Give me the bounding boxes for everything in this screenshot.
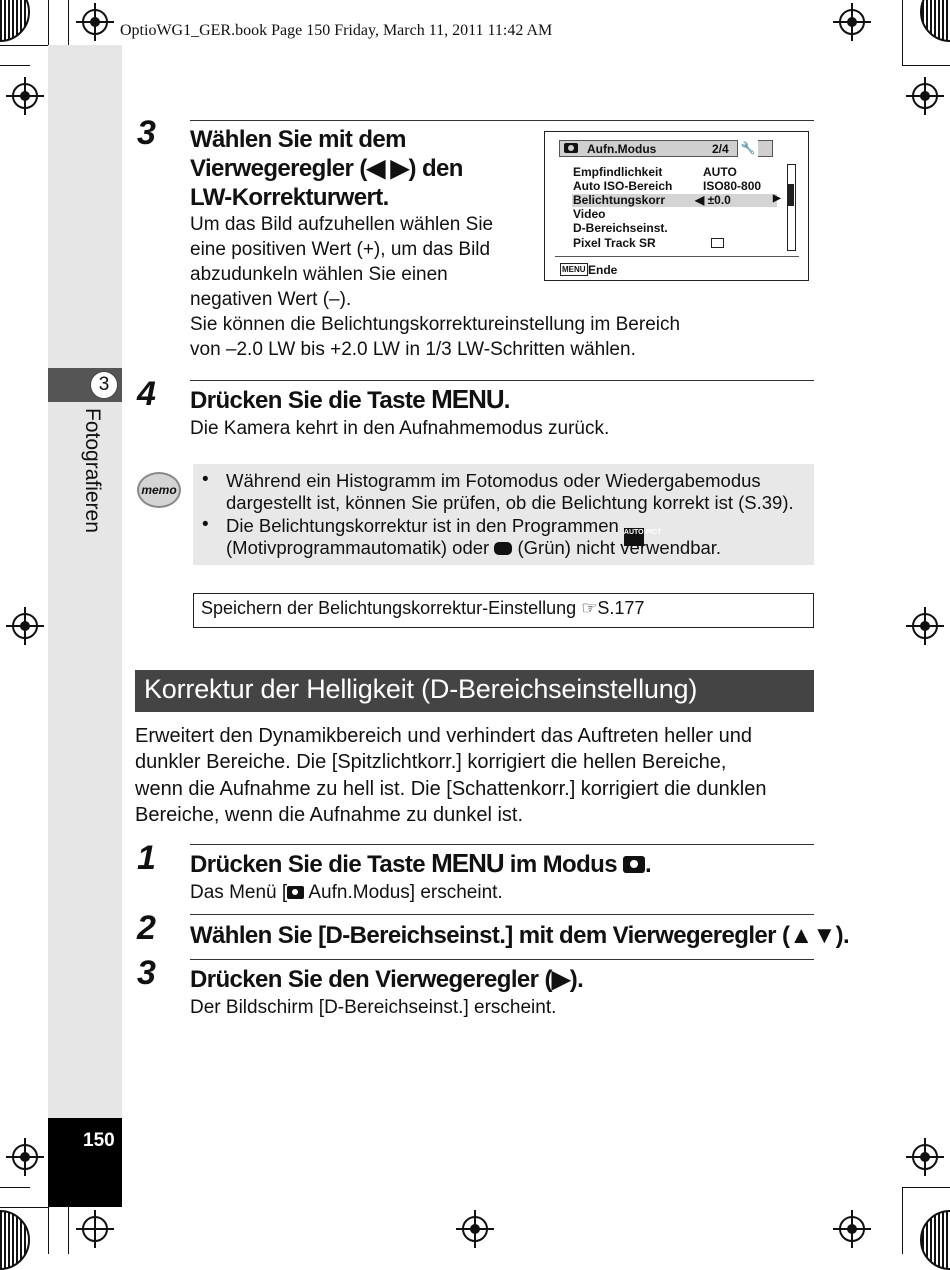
camera-menu-screen bbox=[544, 131, 809, 281]
section-intro: Bereiche, wenn die Aufnahme zu dunkel ist. bbox=[135, 804, 524, 826]
memo-text: Die Belichtungskorrektur ist in den Programmen AUTO PICT bbox=[226, 515, 644, 546]
step-heading: LW-Korrekturwert. bbox=[190, 184, 389, 211]
divider bbox=[190, 380, 814, 381]
step-heading: Wählen Sie mit dem bbox=[190, 126, 406, 153]
step-heading: Vierwegeregler (◀ ▶) den bbox=[190, 155, 463, 182]
step-heading: Drücken Sie die Taste MENU im Modus . bbox=[190, 848, 652, 878]
step-body: Sie können die Belichtungskorrektureinstellung im Bereich bbox=[190, 314, 681, 335]
camera-icon bbox=[623, 856, 645, 873]
lcd-row-label: Empfindlichkeit bbox=[573, 165, 663, 179]
step-body: Um das Bild aufzuhellen wählen Sie bbox=[190, 214, 494, 235]
registration-dot-icon bbox=[920, 621, 930, 631]
lcd-row-label: Video bbox=[573, 207, 606, 221]
step-body: Das Menü [ Aufn.Modus] erscheint. bbox=[190, 882, 503, 903]
divider bbox=[190, 120, 814, 121]
section-intro: dunkler Bereiche. Die [Spitzlichtkorr.] korrigiert die hellen Bereiche, bbox=[135, 751, 727, 773]
step-number: 3 bbox=[137, 114, 156, 152]
print-header: OptioWG1_GER.book Page 150 Friday, March 11, 2011 11:42 AM bbox=[120, 22, 553, 39]
color-patch-icon bbox=[920, 0, 950, 42]
lcd-row-value: ISO80-800 bbox=[703, 179, 762, 193]
green-mode-icon bbox=[494, 542, 512, 555]
page-number: 150 bbox=[83, 1130, 115, 1151]
memo-icon: memo bbox=[137, 472, 181, 508]
lcd-scrollbar bbox=[787, 164, 796, 251]
chapter-label: Fotografieren bbox=[81, 408, 104, 533]
registration-dot-icon bbox=[470, 1224, 480, 1234]
registration-dot-icon bbox=[920, 91, 930, 101]
camera-icon bbox=[564, 143, 578, 153]
menu-key-icon: MENU bbox=[562, 265, 586, 274]
reference-link[interactable]: Speichern der Belichtungskorrektur-Einstellung ☞S.177 bbox=[201, 598, 645, 618]
divider bbox=[190, 914, 814, 915]
registration-dot-icon bbox=[847, 17, 857, 27]
step-heading: Drücken Sie die Taste MENU. bbox=[190, 384, 510, 414]
lcd-title: Aufn.Modus bbox=[587, 142, 657, 156]
bullet: • bbox=[202, 469, 209, 490]
lcd-row-label: Pixel Track SR bbox=[573, 236, 656, 250]
chapter-number: 3 bbox=[90, 371, 118, 399]
step-body: Der Bildschirm [D-Bereichseinst.] erscheint. bbox=[190, 997, 557, 1018]
memo-text: Während ein Histogramm im Fotomodus oder Wiedergabemodus bbox=[226, 470, 761, 491]
lcd-row-label: Belichtungskorr bbox=[573, 193, 666, 207]
step-number: 2 bbox=[137, 909, 156, 947]
registration-dot-icon bbox=[20, 91, 30, 101]
lcd-row-label: Auto ISO-Bereich bbox=[573, 179, 673, 193]
step-heading: Drücken Sie den Vierwegeregler (▶). bbox=[190, 966, 584, 993]
lcd-scroll-thumb bbox=[787, 184, 794, 206]
registration-dot-icon bbox=[20, 621, 30, 631]
divider bbox=[190, 959, 814, 960]
step-body: abzudunkeln wählen Sie einen bbox=[190, 264, 448, 285]
memo-text: dargestellt ist, können Sie prüfen, ob die Belichtung korrekt ist (S.39). bbox=[226, 492, 794, 513]
color-patch-icon bbox=[0, 1210, 30, 1270]
step-heading: Wählen Sie [D-Bereichseinst.] mit dem Vierwegeregler (▲▼). bbox=[190, 922, 850, 949]
section-intro: Erweitert den Dynamikbereich und verhindert das Auftreten heller und bbox=[135, 725, 753, 747]
right-arrow-icon: ▶ bbox=[773, 193, 781, 204]
step-body: negativen Wert (–). bbox=[190, 289, 352, 310]
section-title: Korrektur der Helligkeit (D-Bereichseinstellung) bbox=[144, 674, 698, 704]
registration-mark-icon bbox=[82, 1216, 108, 1242]
step-body: von –2.0 LW bis +2.0 LW in 1/3 LW-Schritten wählen. bbox=[190, 339, 636, 360]
color-patch-icon bbox=[920, 1210, 950, 1270]
registration-dot-icon bbox=[847, 1224, 857, 1234]
wrench-icon: 🔧 bbox=[737, 140, 758, 157]
divider bbox=[190, 844, 814, 845]
registration-dot-icon bbox=[90, 17, 100, 27]
side-tab-strip bbox=[48, 45, 122, 1207]
lcd-row-value: AUTO bbox=[703, 165, 737, 179]
camera-icon bbox=[287, 886, 304, 899]
color-patch-icon bbox=[0, 0, 30, 42]
registration-dot-icon bbox=[920, 1152, 930, 1162]
memo-text: (Motivprogrammautomatik) oder (Grün) nicht verwendbar. bbox=[226, 537, 722, 558]
section-intro: wenn die Aufnahme zu hell ist. Die [Schattenkorr.] korrigiert die dunklen bbox=[135, 778, 767, 800]
checkbox-icon bbox=[711, 238, 724, 248]
step-body: eine positiven Wert (+), um das Bild bbox=[190, 239, 491, 260]
menu-key-label: MENU bbox=[431, 384, 504, 414]
lcd-divider bbox=[555, 256, 799, 257]
menu-key-label: MENU bbox=[431, 848, 504, 878]
step-number: 3 bbox=[137, 954, 156, 992]
lcd-footer: Ende bbox=[588, 263, 618, 277]
bullet: • bbox=[202, 514, 209, 535]
auto-pict-icon: AUTO PICT bbox=[624, 528, 644, 546]
lcd-page: 2/4 bbox=[712, 142, 729, 156]
step-number: 1 bbox=[137, 839, 156, 877]
registration-dot-icon bbox=[20, 1152, 30, 1162]
lcd-row-label: D-Bereichseinst. bbox=[573, 221, 668, 235]
step-number: 4 bbox=[137, 375, 156, 413]
lcd-row-value: ◀ ±0.0 bbox=[695, 193, 731, 207]
step-body: Die Kamera kehrt in den Aufnahmemodus zurück. bbox=[190, 418, 610, 439]
